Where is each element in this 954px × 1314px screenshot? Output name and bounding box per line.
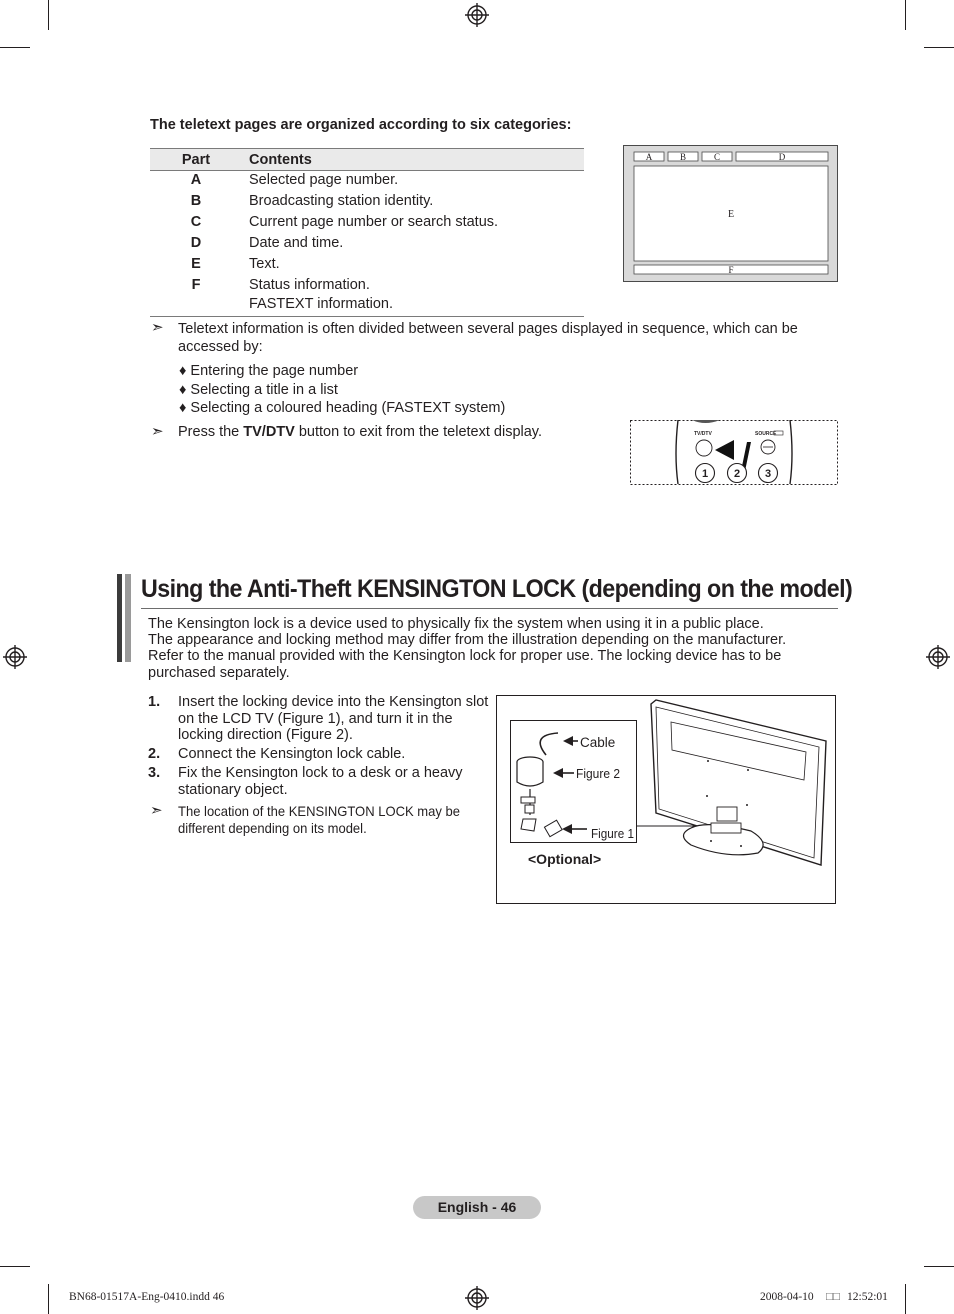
figure2-label: Figure 2: [576, 766, 620, 781]
kensington-location-note: The location of the KENSINGTON LOCK may be different depending on its model.: [178, 803, 460, 836]
list-item: ♦ Entering the page number: [179, 363, 359, 379]
print-time: 12:52:01: [847, 1291, 888, 1303]
registration-mark-icon: [465, 1286, 489, 1310]
print-file-slug: BN68-01517A-Eng-0410.indd 46: [69, 1291, 225, 1303]
step-text: Insert the locking device into the Kensington slot on the LCD TV (Figure 1), and turn it in the locking direction (Figure 2).: [178, 694, 489, 743]
crop-mark: [0, 47, 30, 48]
screen-label-d: D: [778, 152, 786, 162]
registration-mark-icon: [465, 3, 489, 27]
remote-control-illustration: [630, 420, 838, 485]
kensington-description: [148, 616, 828, 681]
step-text: Connect the Kensington lock cable.: [178, 746, 406, 762]
part-cell: E: [191, 256, 201, 272]
paragraph-line: The appearance and locking method may differ from the illustration depending on the manufacturer.: [148, 632, 787, 649]
screen-label-b: B: [679, 152, 687, 162]
title-accent-bar: [125, 574, 131, 662]
optional-label: <Optional>: [528, 851, 602, 867]
crop-mark: [0, 1266, 30, 1267]
crop-mark: [905, 1284, 906, 1314]
registration-mark-icon: [3, 645, 27, 669]
note-text: button to exit from the teletext display.: [294, 424, 543, 440]
exit-teletext-note: [178, 423, 542, 441]
tv-dtv-button-name: TV/DTV: [243, 424, 295, 440]
registration-mark-icon: [926, 645, 950, 669]
part-cell: B: [190, 193, 202, 209]
screen-label-f: F: [728, 265, 734, 275]
remote-source-label: SOURCE: [755, 431, 777, 437]
section-title: Using the Anti-Theft KENSINGTON LOCK (depending on the model): [141, 575, 853, 603]
column-header-contents: Contents: [242, 149, 584, 171]
cable-label: Cable: [580, 735, 616, 750]
paragraph-line: Refer to the manual provided with the Kensington lock for proper use. The locking device has to be purchased separately.: [148, 648, 782, 681]
column-header-part: Part: [150, 149, 242, 171]
title-underline: [141, 608, 838, 609]
teletext-intro: The teletext pages are organized according to six categories:: [150, 117, 572, 133]
remote-key-2: 2: [733, 468, 741, 480]
step-number: 3.: [148, 765, 161, 781]
step-number: 1.: [148, 694, 161, 710]
table-row: [150, 213, 584, 234]
table-row: [150, 192, 584, 213]
screen-label-c: C: [713, 152, 721, 162]
print-date: 2008-04-10: [760, 1291, 814, 1303]
print-glyphs: □□: [826, 1291, 840, 1303]
contents-cell: Broadcasting station identity.: [249, 193, 434, 209]
crop-mark: [905, 0, 906, 30]
note-text: Press the: [178, 424, 244, 440]
part-cell: C: [190, 214, 202, 230]
teletext-parts-table: [150, 148, 584, 317]
screen-label-a: A: [645, 152, 653, 162]
table-row: [150, 276, 584, 317]
contents-line: FASTEXT information.: [249, 296, 393, 312]
contents-cell: Date and time.: [249, 235, 344, 251]
table-row: [150, 234, 584, 255]
crop-mark: [48, 1284, 49, 1314]
remote-key-1: 1: [701, 468, 709, 480]
crop-mark: [48, 0, 49, 30]
step-text: Fix the Kensington lock to a desk or a heavy stationary object.: [178, 765, 463, 798]
part-cell: A: [190, 172, 202, 188]
part-cell: D: [190, 235, 202, 251]
figure1-label: Figure 1: [591, 826, 634, 841]
paragraph-line: The Kensington lock is a device used to physically fix the system when using it in a public place.: [148, 616, 764, 632]
note-arrow-icon: ➣: [151, 319, 164, 336]
teletext-note: Teletext information is often divided between several pages displayed in sequence, which can be accessed by:: [178, 321, 798, 355]
remote-tvdtv-label: TV/DTV: [694, 431, 712, 437]
page-number-badge: English - 46: [413, 1196, 541, 1219]
contents-cell: Current page number or search status.: [249, 214, 499, 230]
contents-cell: Selected page number.: [249, 172, 399, 188]
note-arrow-icon: ➣: [151, 423, 164, 440]
crop-mark: [924, 1266, 954, 1267]
note-arrow-icon: ➣: [150, 802, 163, 819]
kensington-lock-illustration: [496, 695, 836, 904]
list-item: ♦ Selecting a coloured heading (FASTEXT system): [179, 400, 506, 416]
contents-line: Status information.: [249, 277, 370, 293]
tv-dtv-button-icon: [696, 440, 712, 456]
crop-mark: [924, 47, 954, 48]
contents-cell: [242, 276, 584, 317]
step-number: 2.: [148, 746, 161, 762]
part-cell: F: [150, 276, 242, 317]
teletext-screen-diagram: [623, 145, 838, 282]
title-accent-bar: [117, 574, 122, 662]
screen-label-e: E: [727, 209, 735, 220]
table-row: [150, 255, 584, 276]
lock-body-icon: [517, 762, 543, 786]
contents-cell: Text.: [249, 256, 280, 272]
table-row: [150, 171, 584, 193]
remote-key-3: 3: [764, 468, 772, 480]
list-item: ♦ Selecting a title in a list: [179, 382, 338, 398]
